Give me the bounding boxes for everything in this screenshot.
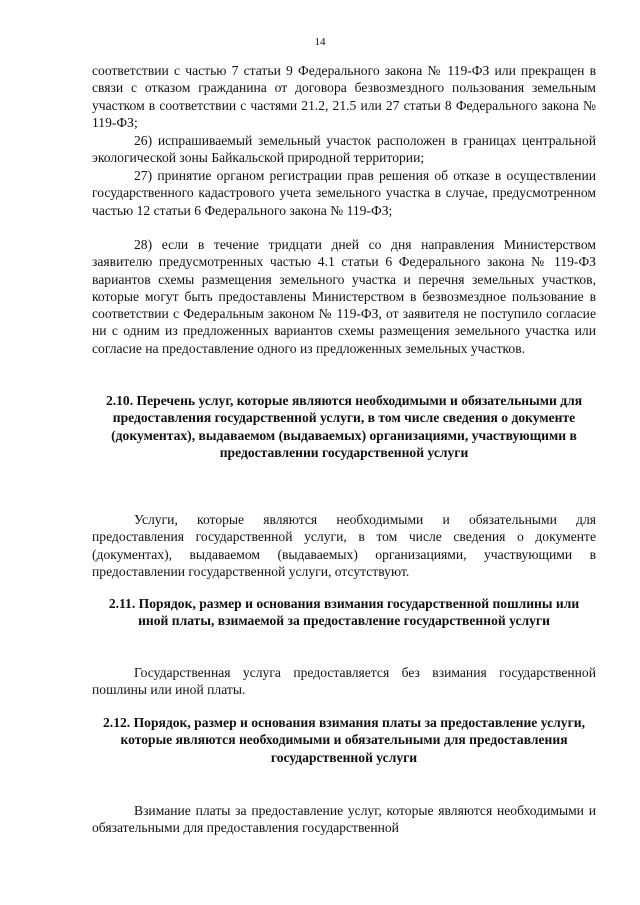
paragraph-continuation: соответствии с частью 7 статьи 9 Федерального закона № 119-ФЗ или прекращен в связи с отказом гражданина от договора безвозмездного пользования земельным участком в соответствии с частями 21.2, 21.5 или 27 статьи 8 Федерального закона № 119-ФЗ; [92, 63, 596, 130]
section-heading-2-10: 2.10. Перечень услуг, которые являются необходимыми и обязательными для предоставления государственной услуги, в том числе сведения о документе (документах), выдаваемом (выдаваемых) организациями, участвующими в предоставлении государственной услуги [105, 393, 583, 460]
section-body-2-12: Взимание платы за предоставление услуг, которые являются необходимыми и обязательными для предоставления государственной [92, 803, 596, 836]
paragraph-item-27: 27) принятие органом регистрации прав решения об отказе в осуществлении государственного кадастрового учета земельного участка в случае, предусмотренном частью 12 статьи 6 Федерального закона № 119-ФЗ; [92, 168, 596, 218]
paragraph-item-26: 26) испрашиваемый земельный участок расположен в границах центральной экологической зоны Байкальской природной территории; [92, 133, 596, 166]
section-body-2-10: Услуги, которые являются необходимыми и обязательными для предоставления государственной услуги, в том числе сведения о документе (документах), выдаваемом (выдаваемых) организациями, участвующими в предоставлении государственной услуги, отсутствуют. [92, 512, 596, 579]
section-heading-2-11: 2.11. Порядок, размер и основания взимания государственной пошлины или иной платы, взимаемой за предоставление государственной услуги [108, 596, 580, 629]
section-body-2-11: Государственная услуга предоставляется без взимания государственной пошлины или иной платы. [92, 665, 596, 698]
section-heading-2-12: 2.12. Порядок, размер и основания взимания платы за предоставление услуги, которые являются необходимыми и обязательными для предоставления государственной услуги [103, 715, 585, 765]
paragraph-item-28: 28) если в течение тридцати дней со дня направления Министерством заявителю предусмотренных частью 4.1 статьи 6 Федерального закона № 119-ФЗ вариантов схемы размещения земельного участка и перечня земельных участков, которые могут быть предоставлены Министерством в безвозмездное пользование в соответствии с Федеральным законом № 119-ФЗ, от заявителя не поступило согласие ни с одним из предложенных вариантов схемы размещения земельного участка или согласие на предоставление одного из предложенных земельных участков. [92, 237, 596, 356]
page-number: 14 [314, 36, 326, 48]
